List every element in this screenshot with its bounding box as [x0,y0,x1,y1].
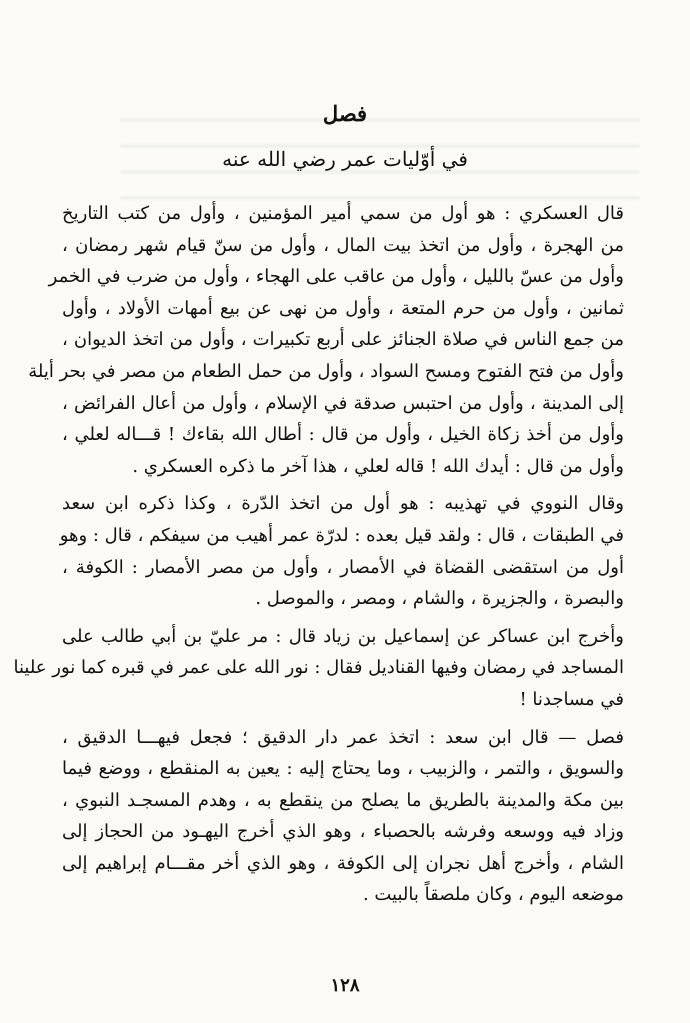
section-subtitle: في أوّليات عمر رضي الله عنه [222,147,468,171]
paragraph-ibn-asakir [13,621,624,716]
text-line: وزاد فيه ووسعه وفرشه بالحصباء ، وهو الذي أخرج اليهـود من الحجاز إلى [62,821,624,843]
text-line: وقال النووي في تهذيبه : هو أول من اتخذ الدّرة ، وكذا ذكره ابن سعد [62,493,624,515]
text-line: وأول من فتح الفتوح ومسح السواد ، وأول من حمل الطعام من مصر في بحر أيلة [28,360,624,382]
text-line: وأخرج ابن عساكر عن إسماعيل بن زياد قال : مر عليّ بن أبي طالب على [62,625,624,647]
text-line: وأول من قال : أيدك الله ! قاله لعلي ، هذا آخر ما ذكره العسكري . [132,455,624,477]
text-line: وأول من أخذ زكاة الخيل ، وأول من قال : أطال الله بقاءك ! قـــاله لعلي ، [62,424,624,446]
body-text [13,198,625,917]
text-line: ثمانين ، وأول من حرم المتعة ، وأول من نهى عن بيع أمهات الأولاد ، وأول [62,297,624,319]
section-title: فصل [322,101,368,126]
paragraph-ibn-saad [62,722,624,912]
text-line: في الطبقات ، قال : ولقد قيل بعده : لدرّة عمر أهيب من سيفكم ، قال : وهو [59,524,624,546]
text-line: الشام ، وأخرج أهل نجران إلى الكوفة ، وهو الذي أخر مقـــام إبراهيم إلى [62,852,624,874]
text-line: المساجد في رمضان وفيها القناديل فقال : نور الله على عمر في قبره كما نور علينا [13,657,624,679]
text-line: من جمع الناس في صلاة الجنائز على أربع تكبيرات ، وأول من اتخذ الديوان ، [62,329,624,351]
text-line: قال العسكري : هو أول من سمي أمير المؤمنين ، وأول من كتب التاريخ [62,203,624,224]
text-line: والسويق ، والتمر ، والزبيب ، وما يحتاج إليه : يعين به المنقطع ، ووضع فيما [62,758,625,780]
text-line: في مساجدنا ! [519,688,624,710]
text-line: فصل — قال ابن سعد : اتخذ عمر دار الدقيق ؛ فجعل فيهـــا الدقيق ، [62,726,624,748]
paragraph-askari [28,198,624,482]
text-line: بين مكة والمدينة بالطريق ما يصلح من ينقطع به ، وهدم المسجـد النبوي ، [62,789,624,811]
paragraph-nawawi [59,488,624,614]
text-line: إلى المدينة ، وأول من احتبس صدقة في الإسلام ، وأول من أعال الفرائض ، [62,392,624,414]
text-line: وأول من عسّ بالليل ، وأول من عاقب على الهجاء ، وأول من ضرب في الخمر [48,266,624,288]
text-line: موضعه اليوم ، وكان ملصقاً بالبيت . [362,884,624,906]
text-line: من الهجرة ، وأول من اتخذ بيت المال ، وأول من سنّ قيام شهر رمضان ، [62,234,624,256]
page-number: ١٢٨ [330,975,360,996]
text-line: والبصرة ، والجزيرة ، والشام ، ومصر ، والموصل . [255,588,624,610]
text-line: أول من استقضى القضاة في الأمصار ، وأول من مصر الأمصار : الكوفة ، [62,556,624,578]
